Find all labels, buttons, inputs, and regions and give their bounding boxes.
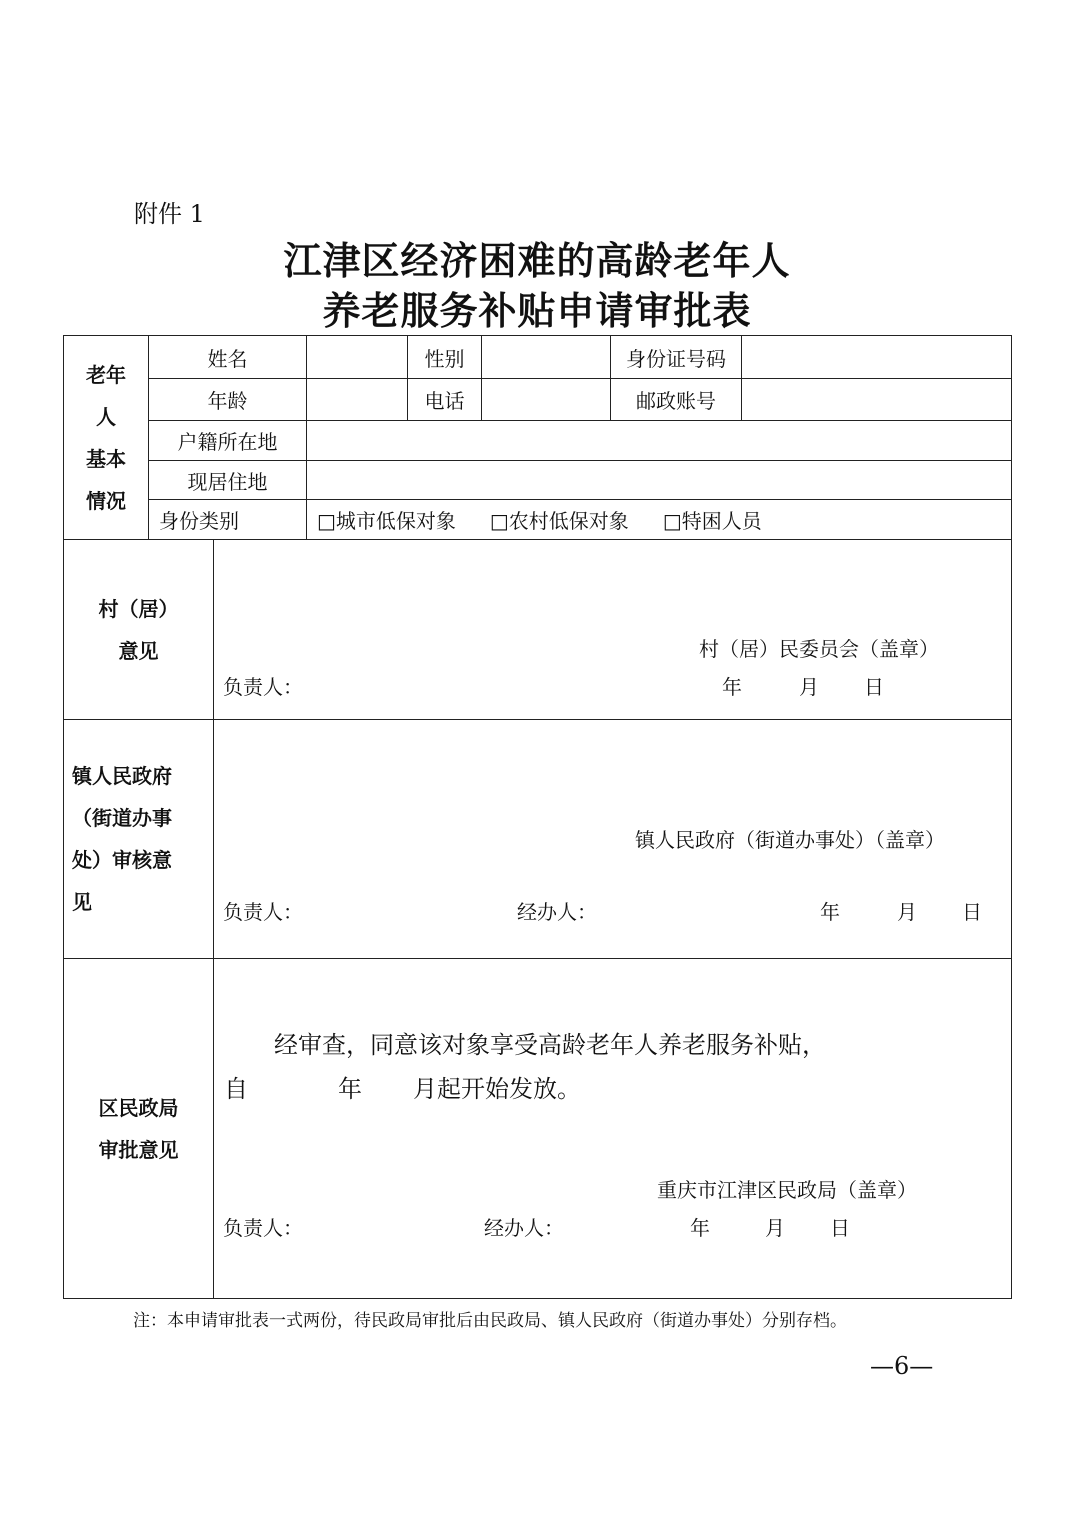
gender-label: 性别 [408,336,482,379]
phone-field[interactable] [482,379,611,421]
district-seal-text: 重庆市江津区民政局（盖章） [657,1178,917,1202]
town-label-line: （街道办事 [72,806,172,830]
town-person-label: 负责人： [223,900,303,924]
district-handler-label: 经办人： [484,1216,564,1240]
basic-info-label-line: 老年 [86,362,126,387]
village-section-label [64,540,214,720]
district-label-line: 区民政局 [98,1095,179,1120]
village-date-day: 日 [864,675,884,699]
town-date-year: 年 [820,900,840,924]
town-label-line: 见 [72,890,92,914]
town-label-line: 处）审核意 [72,848,172,872]
town-label-line: 镇人民政府 [72,764,172,788]
footnote: 注：本申请审批表一式两份，待民政局审批后由民政局、镇人民政府（街道办事处）分别存档。 [133,1311,847,1331]
district-approval-cell[interactable] [214,959,1012,1299]
name-field[interactable] [307,336,408,379]
application-form-table [63,335,1012,1299]
form-title-line-1: 江津区经济困难的高龄老年人 [283,238,791,283]
basic-info-label-line: 人 [96,404,116,429]
basic-info-section-label [64,336,149,540]
village-seal-text: 村（居）民委员会（盖章） [699,637,939,661]
village-date-year: 年 [722,675,742,699]
name-label: 姓名 [149,336,307,379]
village-opinion-cell[interactable] [214,540,1012,720]
district-date-month: 月 [765,1216,785,1240]
identity-option-rural[interactable]: □农村低保对象 [489,509,629,533]
id-number-label: 身份证号码 [611,336,742,379]
approval-month-suffix: 月起开始发放。 [413,1075,581,1103]
form-title-line-2: 养老服务补贴申请审批表 [322,288,752,333]
town-date-day: 日 [962,900,982,924]
town-opinion-cell[interactable] [214,720,1012,959]
hukou-label: 户籍所在地 [149,421,307,461]
town-section-label [64,720,214,959]
approval-year-label: 年 [338,1075,362,1103]
attachment-label: 附件 1 [134,200,205,228]
identity-category-options [307,500,1012,540]
town-handler-label: 经办人： [517,900,597,924]
hukou-field[interactable] [307,421,1012,461]
district-date-year: 年 [690,1216,710,1240]
phone-label: 电话 [408,379,482,421]
gender-field[interactable] [482,336,611,379]
age-field[interactable] [307,379,408,421]
id-number-field[interactable] [742,336,1012,379]
page-number: —6— [870,1352,934,1380]
identity-option-urban[interactable]: □城市低保对象 [317,509,456,533]
district-section-label [64,959,214,1299]
village-label-line: 村（居） [98,596,179,621]
basic-info-label-line: 基本 [86,446,126,471]
postal-account-label: 邮政账号 [611,379,742,421]
basic-info-label-line: 情况 [86,488,126,513]
town-date-month: 月 [897,900,917,924]
town-seal-text: 镇人民政府（街道办事处）（盖章） [635,828,945,852]
identity-option-special[interactable]: □特困人员 [662,509,762,533]
age-label: 年龄 [149,379,307,421]
postal-account-field[interactable] [742,379,1012,421]
village-date-month: 月 [799,675,819,699]
approval-from-label: 自 [224,1075,248,1103]
village-person-label: 负责人： [223,675,303,699]
district-person-label: 负责人： [223,1216,303,1240]
approval-text-line-1: 经审查，同意该对象享受高龄老年人养老服务补贴， [274,1031,826,1059]
residence-field[interactable] [307,461,1012,500]
residence-label: 现居住地 [149,461,307,500]
identity-category-label: 身份类别 [149,500,307,540]
district-label-line: 审批意见 [98,1137,179,1162]
district-date-day: 日 [830,1216,850,1240]
village-label-line: 意见 [118,638,159,663]
